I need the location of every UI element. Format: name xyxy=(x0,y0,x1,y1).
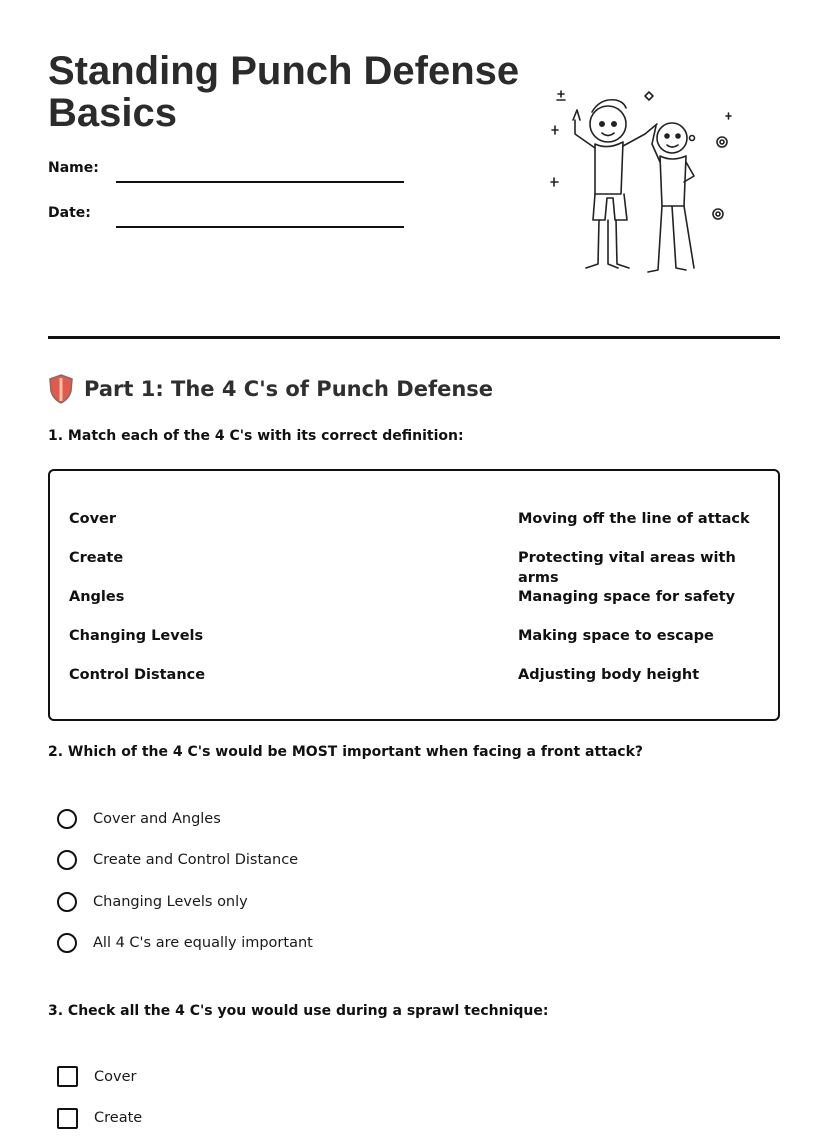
date-label: Date: xyxy=(48,205,91,221)
part1-heading xyxy=(48,374,493,404)
radio-option-label: All 4 C's are equally important xyxy=(93,935,313,951)
radio-button[interactable] xyxy=(57,933,77,953)
radio-button[interactable] xyxy=(57,809,77,829)
date-field[interactable] xyxy=(116,226,404,228)
question-1: 1. Match each of the 4 C's with its correct definition: xyxy=(48,428,464,444)
radio-button[interactable] xyxy=(57,850,77,870)
question-3: 3. Check all the 4 C's you would use during a sprawl technique: xyxy=(48,1003,548,1019)
terms-column xyxy=(69,509,205,704)
term-item[interactable]: Control Distance xyxy=(69,665,205,704)
checkbox[interactable] xyxy=(57,1108,78,1129)
checkbox[interactable] xyxy=(57,1066,78,1087)
definition-item[interactable]: Moving off the line of attack xyxy=(518,509,778,548)
definition-item[interactable]: Adjusting body height xyxy=(518,665,778,704)
radio-option-label: Cover and Angles xyxy=(93,811,221,827)
checkbox-option[interactable] xyxy=(57,1056,142,1098)
radio-option[interactable] xyxy=(57,923,313,965)
radio-button[interactable] xyxy=(57,892,77,912)
kids-high-five-illustration xyxy=(540,82,750,282)
name-field[interactable] xyxy=(116,181,404,183)
term-item[interactable]: Create xyxy=(69,548,205,587)
term-item[interactable]: Changing Levels xyxy=(69,626,205,665)
question-3-options xyxy=(57,1056,142,1139)
checkbox-option-label: Create xyxy=(94,1110,142,1126)
checkbox-option[interactable] xyxy=(57,1098,142,1139)
radio-option-label: Create and Control Distance xyxy=(93,852,298,868)
name-label: Name: xyxy=(48,160,99,176)
definition-item[interactable]: Managing space for safety xyxy=(518,587,778,626)
section-divider xyxy=(48,336,780,339)
term-item[interactable]: Cover xyxy=(69,509,205,548)
radio-option-label: Changing Levels only xyxy=(93,894,248,910)
shield-icon xyxy=(48,374,74,404)
definition-item[interactable]: Protecting vital areas with arms xyxy=(518,548,778,587)
question-2: 2. Which of the 4 C's would be MOST important when facing a front attack? xyxy=(48,744,643,760)
definition-item[interactable]: Making space to escape xyxy=(518,626,778,665)
term-item[interactable]: Angles xyxy=(69,587,205,626)
checkbox-option-label: Cover xyxy=(94,1069,136,1085)
radio-option[interactable] xyxy=(57,798,313,840)
definitions-column xyxy=(518,509,778,704)
radio-option[interactable] xyxy=(57,881,313,923)
question-2-options xyxy=(57,798,313,964)
part1-title: Part 1: The 4 C's of Punch Defense xyxy=(84,377,493,401)
radio-option[interactable] xyxy=(57,840,313,882)
matching-box xyxy=(48,469,780,721)
worksheet-title: Standing Punch Defense Basics xyxy=(48,50,528,134)
